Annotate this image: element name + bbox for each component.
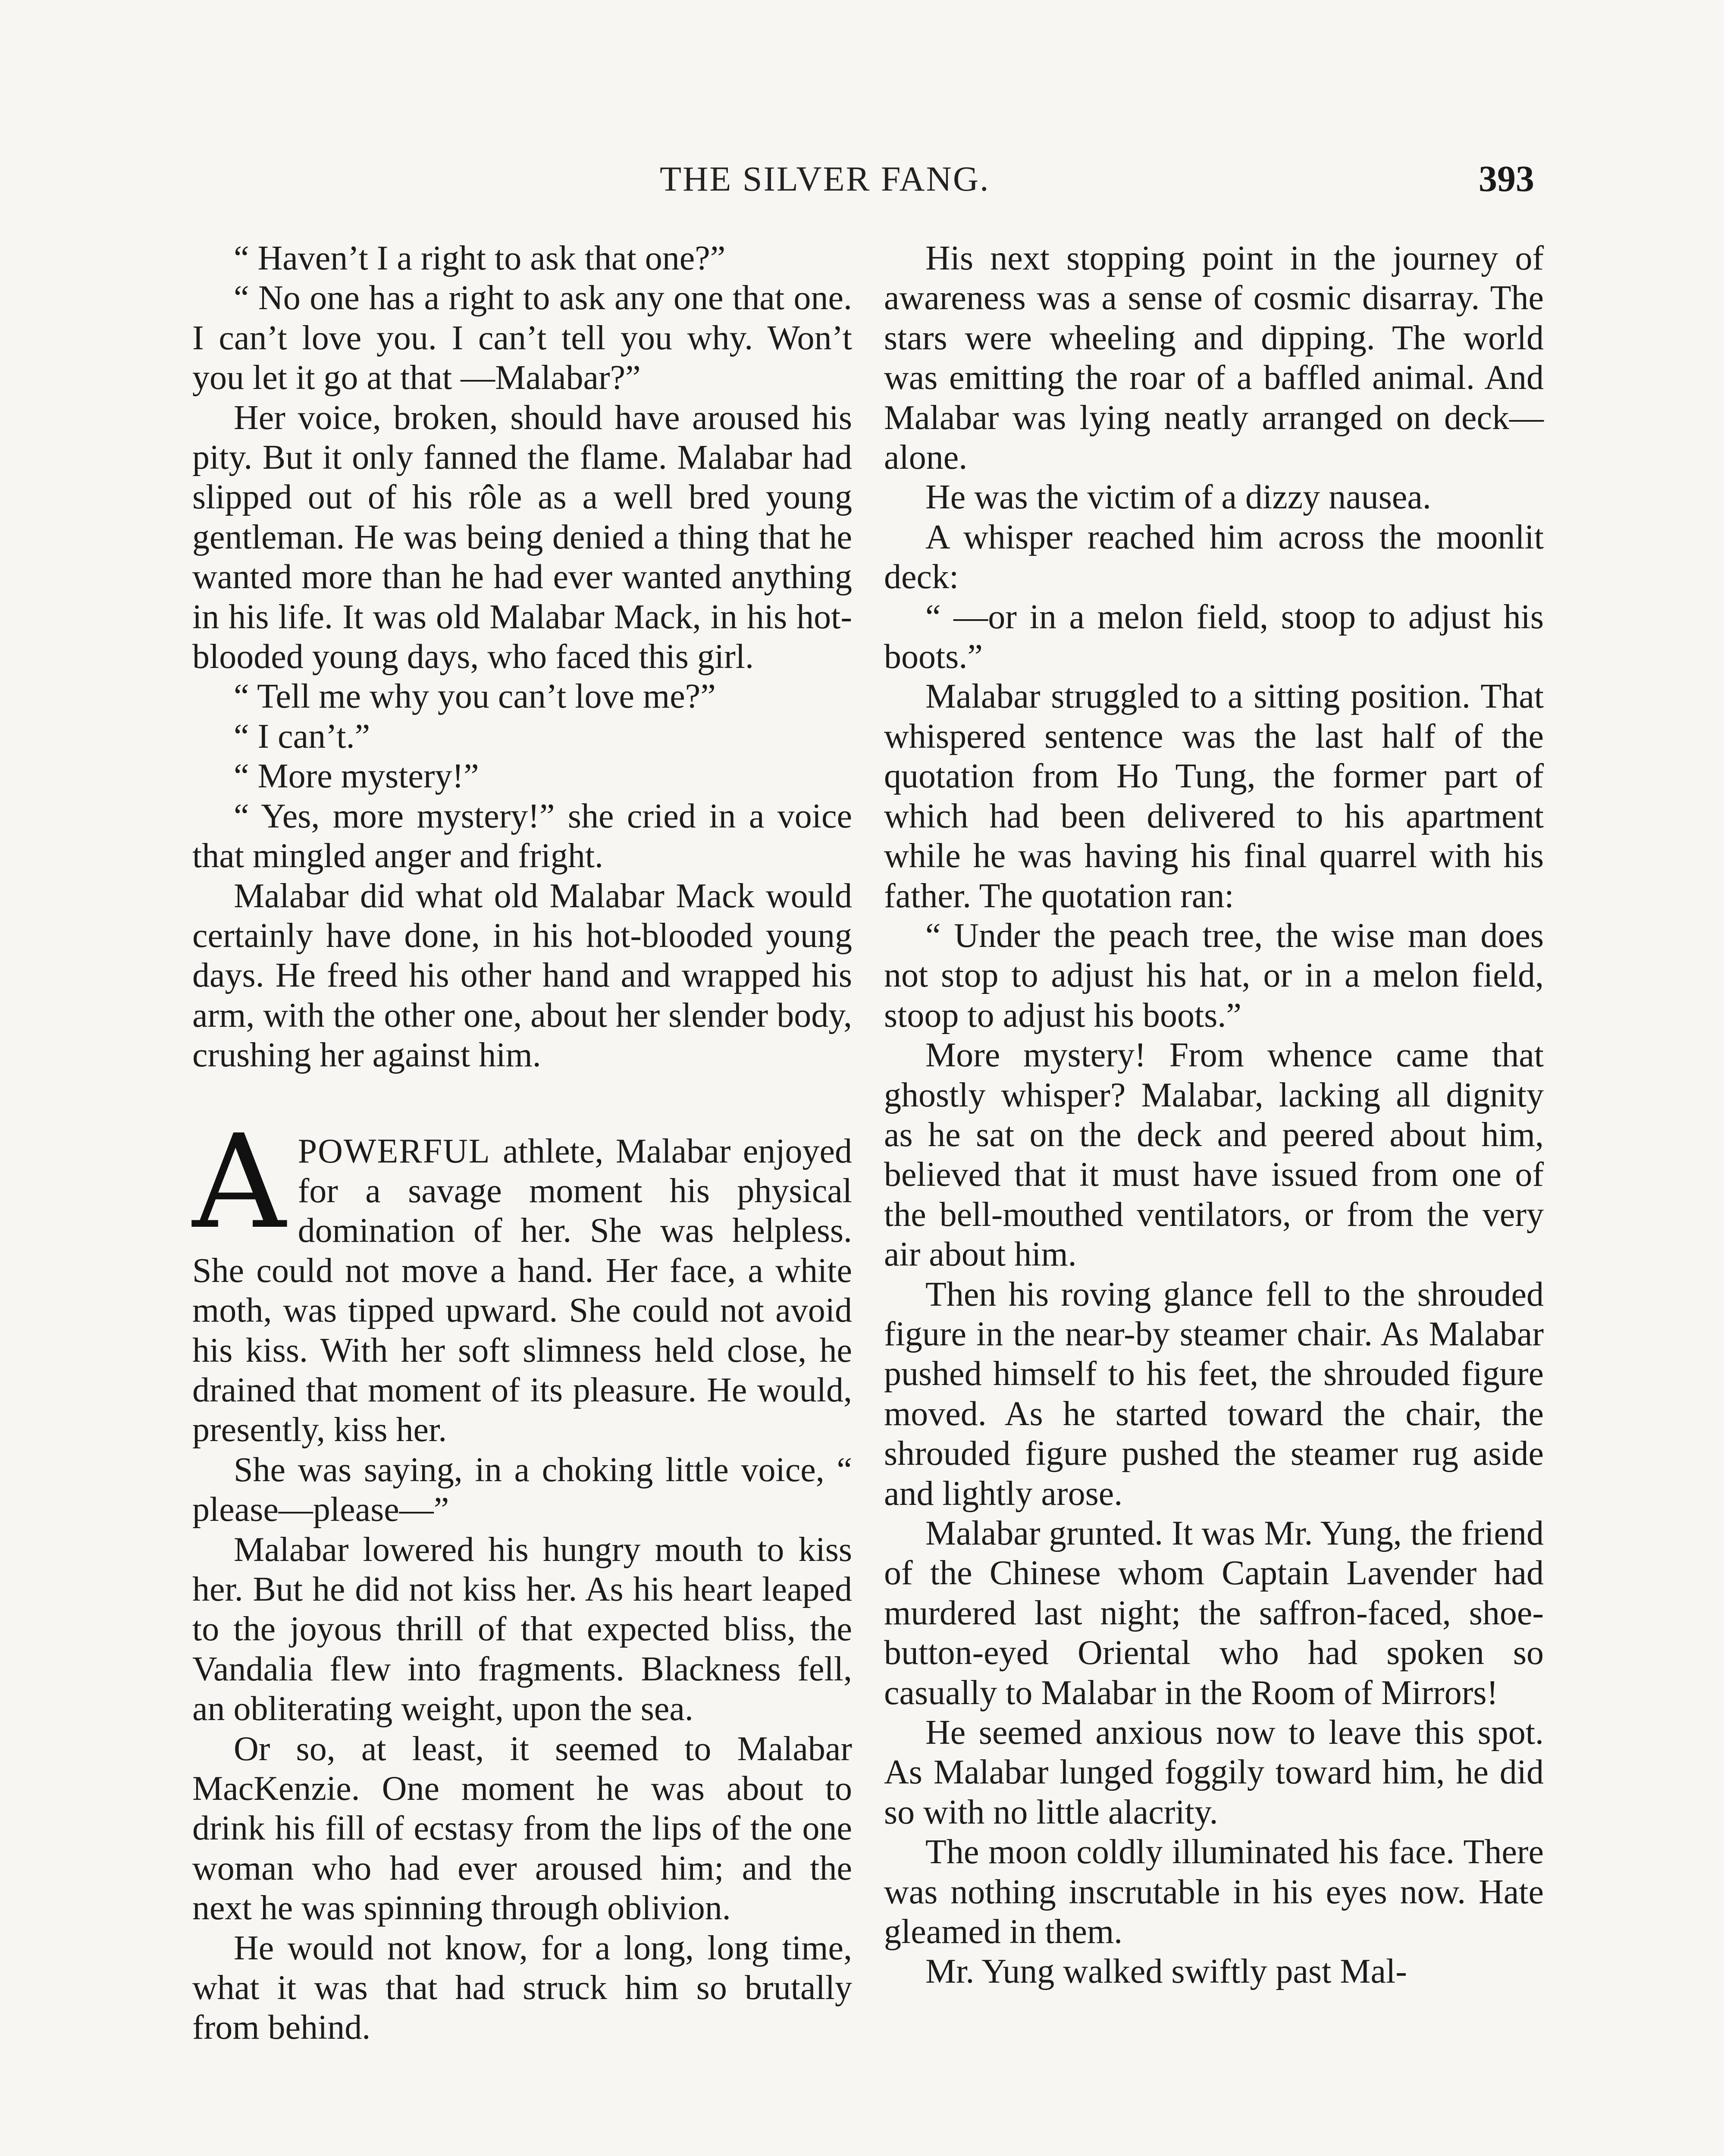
paragraph: Malabar grunted. It was Mr. Yung, the friend of the Chinese whom Captain Lavender had murdered last night; the saffron-faced, shoe-button-eyed Oriental who had spoken so casually to Malabar in the Room of Mirrors! (884, 1514, 1544, 1712)
paragraph: Mr. Yung walked swiftly past Mal- (925, 1952, 1407, 1991)
paragraph: She was saying, in a choking little voice, “ please—please—” (192, 1451, 852, 1529)
section-break (192, 1075, 852, 1131)
paragraph: A whisper reached him across the moonlit deck: (884, 518, 1544, 596)
paragraph: “ Yes, more mystery!” she cried in a voice that mingled anger and fright. (192, 797, 852, 875)
drop-cap-paragraph (192, 1106, 852, 1450)
paragraph: Then his roving glance fell to the shrouded figure in the near-by steamer chair. As Malabar pushed himself to his feet, the shrouded figure moved. As he started toward the chair, the shrouded figure pushed the steamer rug aside and lightly arose. (884, 1275, 1544, 1513)
paragraph: Or so, at least, it seemed to Malabar MacKenzie. One moment he was about to drink his fill of ecstasy from the lips of the one woman who had ever aroused him; and the next he was spinning through oblivion. (192, 1730, 852, 1927)
paragraph: “ Haven’t I a right to ask that one?” (234, 239, 726, 277)
paragraph: Malabar did what old Malabar Mack would certainly have done, in his hot-blooded young days. He freed his other hand and wrapped his arm, with the other one, about her slender body, crushing her against him. (192, 877, 852, 1075)
paragraph: The moon coldly illuminated his face. There was nothing inscrutable in his eyes now. Hate gleamed in them. (884, 1833, 1544, 1951)
paragraph: “ Tell me why you can’t love me?” (234, 677, 716, 716)
paragraph: “ No one has a right to ask any one that one. I can’t love you. I can’t tell you why. Won’t you let it go at that —Malabar?” (192, 279, 852, 397)
drop-cap-paragraph-text: athlete, Malabar enjoyed for a savage moment his physical domination of her. She was helpless. She could not move a hand. Her face, a white moth, was tipped upward. She could not avoid his kiss. With her soft slimness held close, he drained that moment of its pleasure. He would, presently, kiss her. (192, 1132, 852, 1449)
right-text-column (884, 238, 1544, 1992)
paragraph: Her voice, broken, should have aroused his pity. But it only fanned the flame. Malabar had slipped out of his rôle as a well bred young gentleman. He was being denied a thing that he wanted more than he had ever wanted anything in his life. It was old Malabar Mack, in his hot-blooded young days, who faced this girl. (192, 398, 852, 676)
paragraph: Malabar lowered his hungry mouth to kiss her. But he did not kiss her. As his heart leaped to the joyous thrill of that expected bliss, the Vandalia flew into fragments. Blackness fell, an obliterating weight, upon the sea. (192, 1530, 852, 1728)
running-head-title: THE SILVER FANG. (660, 159, 990, 198)
paragraph: More mystery! From whence came that ghostly whisper? Malabar, lacking all dignity as he sat on the deck and peered about him, believed that it must have issued from one of the bell-mouthed ventilators, or from the very air about him. (884, 1036, 1544, 1274)
paragraph: “ —or in a melon field, stoop to adjust his boots.” (884, 598, 1544, 676)
left-text-column (192, 238, 852, 2048)
paragraph: His next stopping point in the journey of awareness was a sense of cosmic disarray. The stars were wheeling and dipping. The world was emitting the roar of a baffled animal. And Malabar was lying neatly arranged on deck—alone. (884, 239, 1544, 477)
paragraph: He seemed anxious now to leave this spot. As Malabar lunged foggily toward him, he did so with no little alacrity. (884, 1714, 1544, 1831)
paragraph: “ More mystery!” (234, 757, 479, 796)
paragraph: “ I can’t.” (234, 717, 370, 755)
drop-cap: A (192, 1106, 286, 1257)
paragraph: He was the victim of a dizzy nausea. (925, 478, 1431, 517)
paragraph: Malabar struggled to a sitting position. That whispered sentence was the last half of the quotation from Ho Tung, the former part of which had been delivered to his apartment while he was having his final quarrel with his father. The quotation ran: (884, 677, 1544, 915)
paragraph: He would not know, for a long, long time, what it was that had struck him so brutally from behind. (192, 1929, 852, 2047)
drop-cap-lead-word: POWERFUL (298, 1132, 491, 1170)
paragraph: “ Under the peach tree, the wise man does not stop to adjust his hat, or in a melon field, stoop to adjust his boots.” (884, 916, 1544, 1034)
page-number: 393 (1479, 158, 1534, 199)
